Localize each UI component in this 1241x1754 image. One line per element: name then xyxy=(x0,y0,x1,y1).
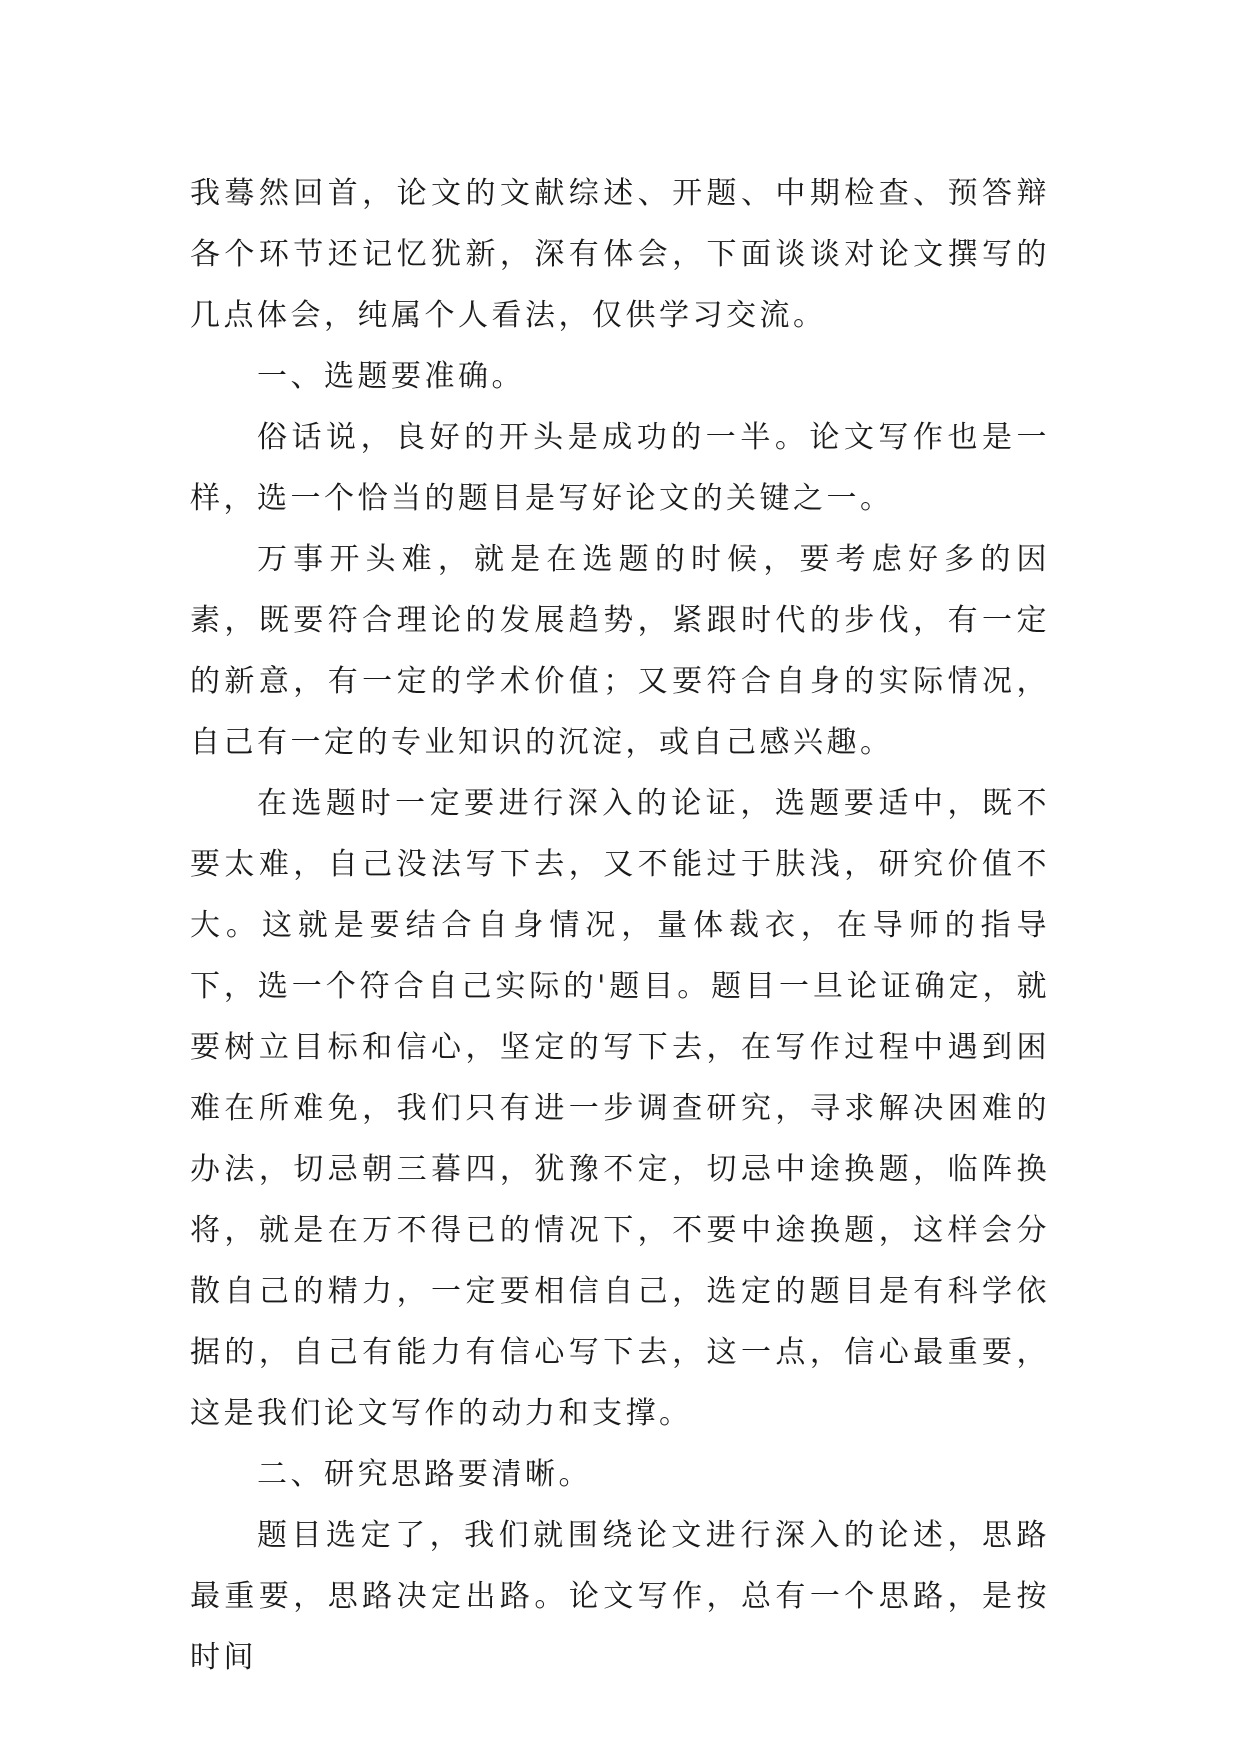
paragraph-research-approach: 题目选定了，我们就围绕论文进行深入的论述，思路最重要，思路决定出路。论文写作，总有一个思路，是按时间 xyxy=(190,1518,1050,1675)
paragraph-topic-factors: 万事开头难，就是在选题的时候，要考虑好多的因素，既要符合理论的发展趋势，紧跟时代的步伐，有一定的新意，有一定的学术价值；又要符合自身的实际情况，自己有一定的专业知识的沉淀，或自己感兴趣。 xyxy=(190,542,1050,760)
paragraph-intro: 我蓦然回首，论文的文献综述、开题、中期检查、预答辩各个环节还记忆犹新，深有体会，下面谈谈对论文撰写的几点体会，纯属个人看法，仅供学习交流。 xyxy=(190,176,1050,333)
document-body xyxy=(190,163,1050,1688)
paragraph-proverb: 俗话说，良好的开头是成功的一半。论文写作也是一样，选一个恰当的题目是写好论文的关键之一。 xyxy=(190,420,1050,516)
paragraph-topic-argument: 在选题时一定要进行深入的论证，选题要适中，既不要太难，自己没法写下去，又不能过于肤浅，研究价值不大。这就是要结合自身情况，量体裁衣，在导师的指导下，选一个符合自己实际的'题目。题目一旦论证确定，就要树立目标和信心，坚定的写下去，在写作过程中遇到困难在所难免，我们只有进一步调查研究，寻求解决困难的办法，切忌朝三暮四，犹豫不定，切忌中途换题，临阵换将，就是在万不得已的情况下，不要中途换题，这样会分散自己的精力，一定要相信自己，选定的题目是有科学依据的，自己有能力有信心写下去，这一点，信心最重要，这是我们论文写作的动力和支撑。 xyxy=(190,786,1050,1431)
section-heading-2: 二、研究思路要清晰。 xyxy=(257,1457,592,1492)
section-heading-1: 一、选题要准确。 xyxy=(257,359,525,394)
